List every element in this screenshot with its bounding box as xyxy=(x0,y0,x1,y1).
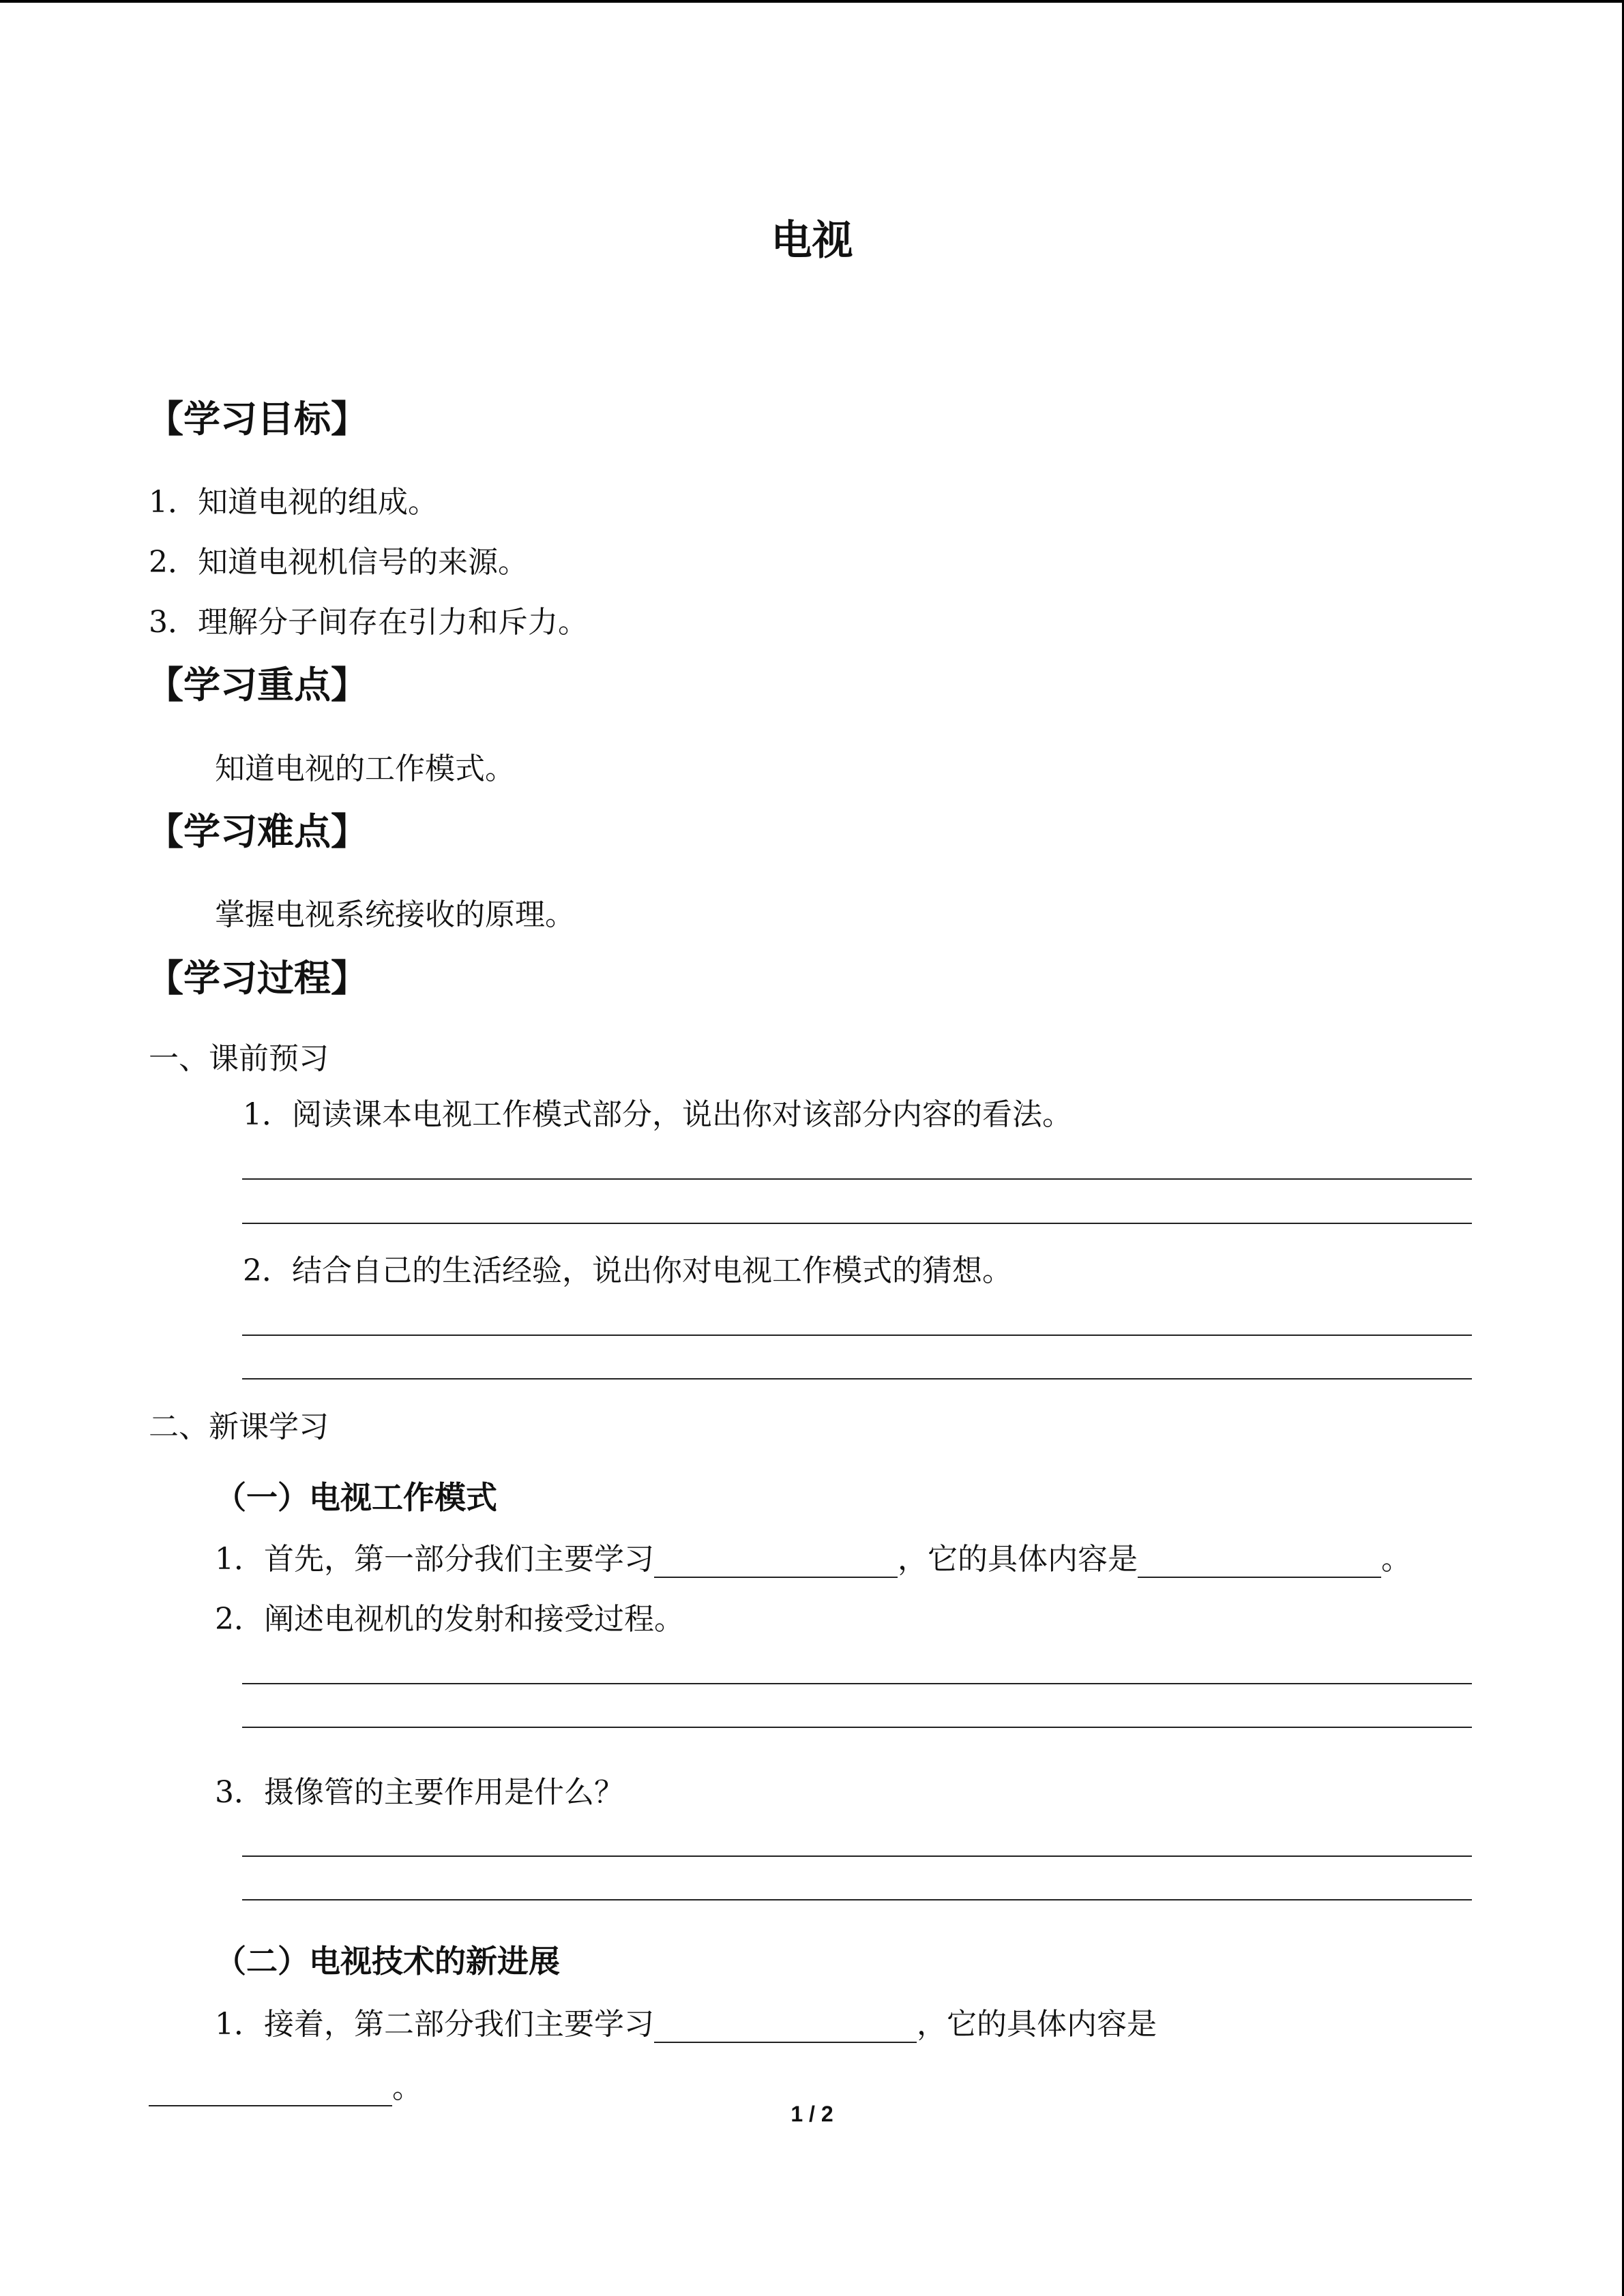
answer-line[interactable] xyxy=(242,1899,1472,1900)
process-heading: 【学习过程】 xyxy=(147,957,368,1000)
page-top-border xyxy=(0,0,1623,3)
key-points-heading: 【学习重点】 xyxy=(147,664,368,706)
preview-question-1: 1．阅读课本电视工作模式部分，说出你对该部分内容的看法。 xyxy=(243,1097,1072,1132)
answer-line[interactable] xyxy=(242,1178,1472,1180)
part2-q1-middle: ，它的具体内容是 xyxy=(917,2007,1157,2042)
difficulties-text: 掌握电视系统接收的原理。 xyxy=(215,897,575,932)
difficulties-heading: 【学习难点】 xyxy=(147,810,368,853)
fill-blank[interactable] xyxy=(1138,1547,1381,1578)
objective-item-2: 2．知道电视机信号的来源。 xyxy=(149,545,528,580)
preview-question-2: 2．结合自己的生活经验，说出你对电视工作模式的猜想。 xyxy=(243,1253,1012,1288)
part2-q1-prefix: 1．接着，第二部分我们主要学习 xyxy=(215,2007,654,2042)
part1-question-3: 3．摄像管的主要作用是什么？ xyxy=(215,1775,624,1810)
part1-q1-suffix: 。 xyxy=(1381,1542,1411,1577)
fill-blank[interactable] xyxy=(654,1547,898,1578)
part2-question-1-cont xyxy=(149,2063,422,2106)
objectives-heading: 【学习目标】 xyxy=(147,398,368,441)
answer-line[interactable] xyxy=(242,1223,1472,1224)
answer-line[interactable] xyxy=(242,1335,1472,1336)
part2-heading: （二）电视技术的新进展 xyxy=(215,1943,560,1980)
answer-line[interactable] xyxy=(242,1727,1472,1728)
part1-question-1 xyxy=(215,1534,1411,1578)
answer-line[interactable] xyxy=(242,1683,1472,1684)
part1-heading: （一）电视工作模式 xyxy=(215,1479,497,1516)
page-number: 1 / 2 xyxy=(791,2102,833,2126)
part2-question-1 xyxy=(215,1999,1157,2043)
part1-q1-middle: ，它的具体内容是 xyxy=(898,1542,1138,1577)
part1-q1-prefix: 1．首先，第一部分我们主要学习 xyxy=(215,1542,654,1577)
answer-line[interactable] xyxy=(242,1378,1472,1380)
objective-item-3: 3．理解分子间存在引力和斥力。 xyxy=(149,605,588,640)
new-lesson-label: 二、新课学习 xyxy=(149,1410,329,1444)
fill-blank[interactable] xyxy=(654,2012,917,2043)
objective-item-1: 1．知道电视的组成。 xyxy=(149,485,438,520)
preview-label: 一、课前预习 xyxy=(149,1041,329,1076)
part1-question-2: 2．阐述电视机的发射和接受过程。 xyxy=(215,1602,684,1637)
answer-line[interactable] xyxy=(242,1855,1472,1857)
key-points-text: 知道电视的工作模式。 xyxy=(215,751,515,786)
part2-q1-suffix: 。 xyxy=(392,2070,422,2105)
page-title: 电视 xyxy=(771,217,853,265)
